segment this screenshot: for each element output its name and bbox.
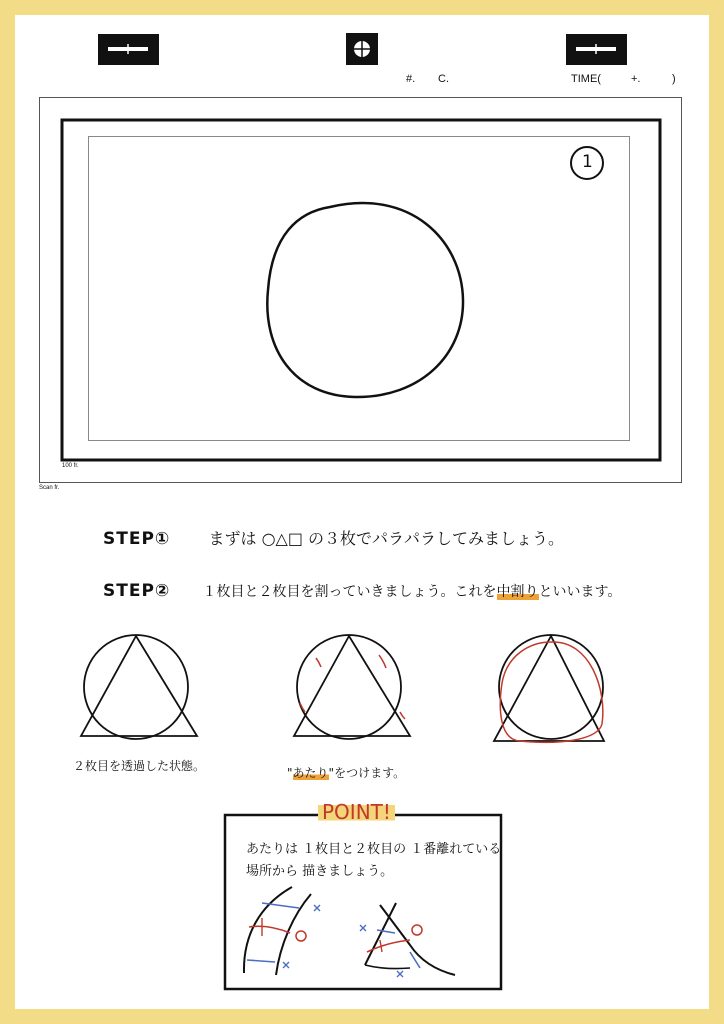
step-2-label: STEP② [103, 581, 171, 601]
step-1-text: まずは ○△□ の３枚でパラパラしてみましょう。 [208, 529, 565, 548]
scan-frame-label: Scan fr. [39, 485, 60, 491]
example-overlay [81, 635, 197, 739]
inner-frame-label: 100 fr. [62, 463, 79, 469]
inner-frame [89, 137, 630, 441]
cut-label: C. [438, 73, 449, 85]
step-1-label: STEP① [103, 529, 171, 549]
point-line-2: 場所から 描きましょう。 [246, 864, 394, 879]
quote-open: " [287, 766, 293, 780]
step-2-text-after: といいます。 [538, 584, 622, 600]
time-close: ) [672, 73, 676, 85]
atari-rest: をつけます。 [334, 766, 406, 780]
step-2 [103, 581, 621, 601]
outer-frame [62, 120, 660, 460]
step-1 [103, 526, 564, 549]
caption-overlay: ２枚目を透過した状態。 [73, 759, 206, 773]
main-circle-drawing [267, 203, 463, 397]
example-atari [294, 635, 410, 739]
example-inbetween [494, 635, 604, 742]
point-sketch-right [360, 903, 455, 977]
atari-word: あたり [292, 766, 329, 780]
quote-close: " [328, 766, 335, 780]
point-line-1: あたりは １枚目と２枚目の １番離れている [246, 842, 502, 857]
time-label: TIME( [571, 73, 601, 85]
time-plus: +. [631, 73, 641, 85]
step-2-highlight: 中割り [496, 584, 539, 600]
number-label: #. [406, 73, 416, 85]
point-sketch-left [244, 887, 320, 975]
step-2-text: １枚目と２枚目を割っていきましょう。これを [202, 584, 497, 600]
caption-atari [287, 764, 405, 781]
panel-number: 1 [582, 152, 593, 172]
point-title: POINT! [318, 800, 395, 824]
